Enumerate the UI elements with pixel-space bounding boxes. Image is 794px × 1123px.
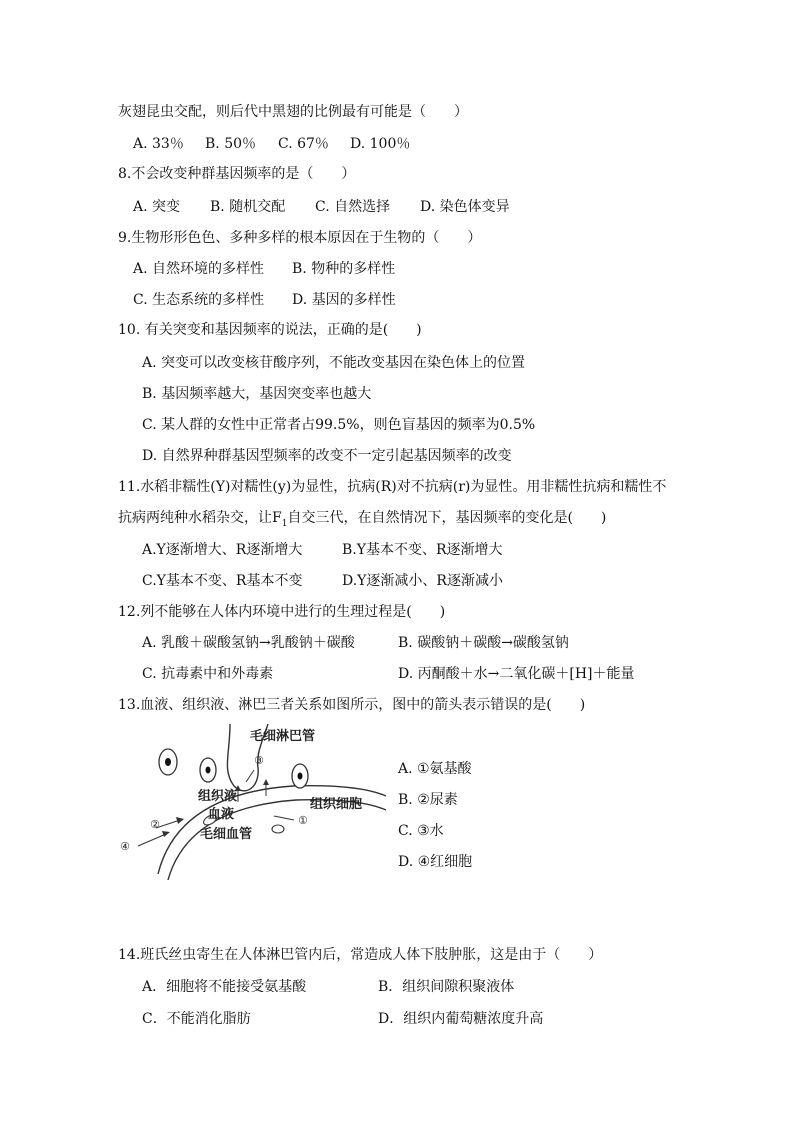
q7-option-b[interactable]: B. 50％ (205, 136, 257, 152)
q8-option-d[interactable]: D. 染色体变异 (420, 199, 510, 215)
q7-option-a[interactable]: A. 33％ (133, 136, 184, 152)
q9-option-c[interactable]: C. 生态系统的多样性 (133, 292, 265, 308)
tissue-cell (292, 764, 308, 788)
q9-option-d[interactable]: D. 基因的多样性 (292, 292, 396, 308)
q11-stem-line2-pre: 抗病两纯种水稻杂交，让F (118, 510, 282, 526)
q13-option-a[interactable]: A. ①氨基酸 (398, 761, 472, 777)
q11-stem-line1: 11.水稻非糯性(Y)对糯性(y)为显性，抗病(R)对不抗病(r)为显性。用非糯性抗病和糯性不 (118, 479, 667, 495)
marker-3: ③ (254, 754, 264, 767)
q12-option-a[interactable]: A. 乳酸＋碳酸氢钠→乳酸钠＋碳酸 (142, 635, 355, 651)
red-blood-cell (272, 825, 284, 833)
tissue-cell (159, 749, 177, 775)
q11-stem-line2 (118, 509, 606, 533)
marker-1: ① (298, 814, 308, 827)
q8-stem: 8.不会改变种群基因频率的是（ ） (118, 166, 356, 182)
body-fluid-diagram (118, 724, 386, 880)
q10-stem: 10. 有关突变和基因频率的说法，正确的是( ) (118, 322, 422, 338)
q14-stem: 14.班氏丝虫寄生在人体淋巴管内后，常造成人体下肢肿胀，这是由于（ ） (118, 947, 603, 963)
tissue-cell (200, 758, 216, 782)
q13-option-d[interactable]: D. ④红细胞 (398, 854, 473, 870)
arrowhead (176, 817, 184, 824)
arrowhead (162, 831, 170, 837)
q14-option-c[interactable]: C．不能消化脂肪 (142, 1011, 251, 1027)
q11-stem-line2-post: 自交三代，在自然情况下，基因频率的变化是( ) (287, 510, 607, 526)
q13-option-c[interactable]: C. ③水 (398, 823, 444, 839)
q14-option-b[interactable]: B．组织间隙积聚液体 (378, 979, 515, 995)
q8-option-b[interactable]: B. 随机交配 (210, 199, 286, 215)
q7-stem: 灰翅昆虫交配，则后代中黑翅的比例最有可能是（ ） (118, 104, 468, 120)
arrowhead (263, 779, 269, 785)
q9-option-b[interactable]: B. 物种的多样性 (292, 261, 396, 277)
label-tissue-cell: 组织细胞 (310, 797, 363, 812)
q7-option-c[interactable]: C. 67％ (278, 136, 329, 152)
q10-option-a[interactable]: A. 突变可以改变核苷酸序列，不能改变基因在染色体上的位置 (142, 355, 526, 371)
q11-option-d[interactable]: D.Y逐渐减小、R逐渐减小 (342, 573, 503, 589)
label-lymph-capillary: 毛细淋巴管 (250, 729, 316, 744)
q12-option-c[interactable]: C. 抗毒素中和外毒素 (142, 666, 274, 682)
q11-option-b[interactable]: B.Y基本不变、R逐渐增大 (342, 542, 503, 558)
q7-option-d[interactable]: D. 100％ (350, 136, 411, 152)
label-blood: 血液 (208, 807, 235, 822)
arrow-1 (274, 816, 294, 820)
q11-option-a[interactable]: A.Y逐渐增大、R逐渐增大 (142, 542, 303, 558)
q12-option-d[interactable]: D. 丙酮酸＋水→二氧化碳＋[H]＋能量 (398, 666, 635, 682)
label-tissue-fluid: 组织液 (198, 789, 238, 804)
marker-2: ② (150, 818, 160, 831)
q13-option-b[interactable]: B. ②尿素 (398, 792, 458, 808)
q8-option-a[interactable]: A. 突变 (133, 199, 181, 215)
arrow-3 (246, 770, 254, 782)
q9-option-a[interactable]: A. 自然环境的多样性 (133, 261, 265, 277)
q12-stem: 12.列不能够在人体内环境中进行的生理过程是( ) (118, 604, 446, 620)
q12-option-b[interactable]: B. 碳酸钠＋碳酸→碳酸氢钠 (398, 635, 569, 651)
q13-stem: 13.血液、组织液、淋巴三者关系如图所示，图中的箭头表示错误的是( ) (118, 697, 586, 713)
q14-option-a[interactable]: A．细胞将不能接受氨基酸 (142, 979, 307, 995)
q10-option-d[interactable]: D. 自然界种群基因型频率的改变不一定引起基因频率的改变 (142, 448, 512, 464)
arrow-4 (138, 834, 166, 846)
q8-option-c[interactable]: C. 自然选择 (315, 199, 391, 215)
q10-option-c[interactable]: C. 某人群的女性中正常者占99.5%，则色盲基因的频率为0.5% (142, 417, 536, 433)
q11-subscript: 1 (281, 518, 288, 529)
q10-option-b[interactable]: B. 基因频率越大，基因突变率也越大 (142, 386, 372, 402)
label-blood-capillary: 毛细血管 (200, 827, 253, 842)
q11-option-c[interactable]: C.Y基本不变、R基本不变 (142, 573, 303, 589)
q14-option-d[interactable]: D．组织内葡萄糖浓度升高 (378, 1011, 544, 1027)
q9-stem: 9.生物形形色色、多种多样的根本原因在于生物的（ ） (118, 230, 482, 246)
marker-4: ④ (120, 840, 130, 853)
